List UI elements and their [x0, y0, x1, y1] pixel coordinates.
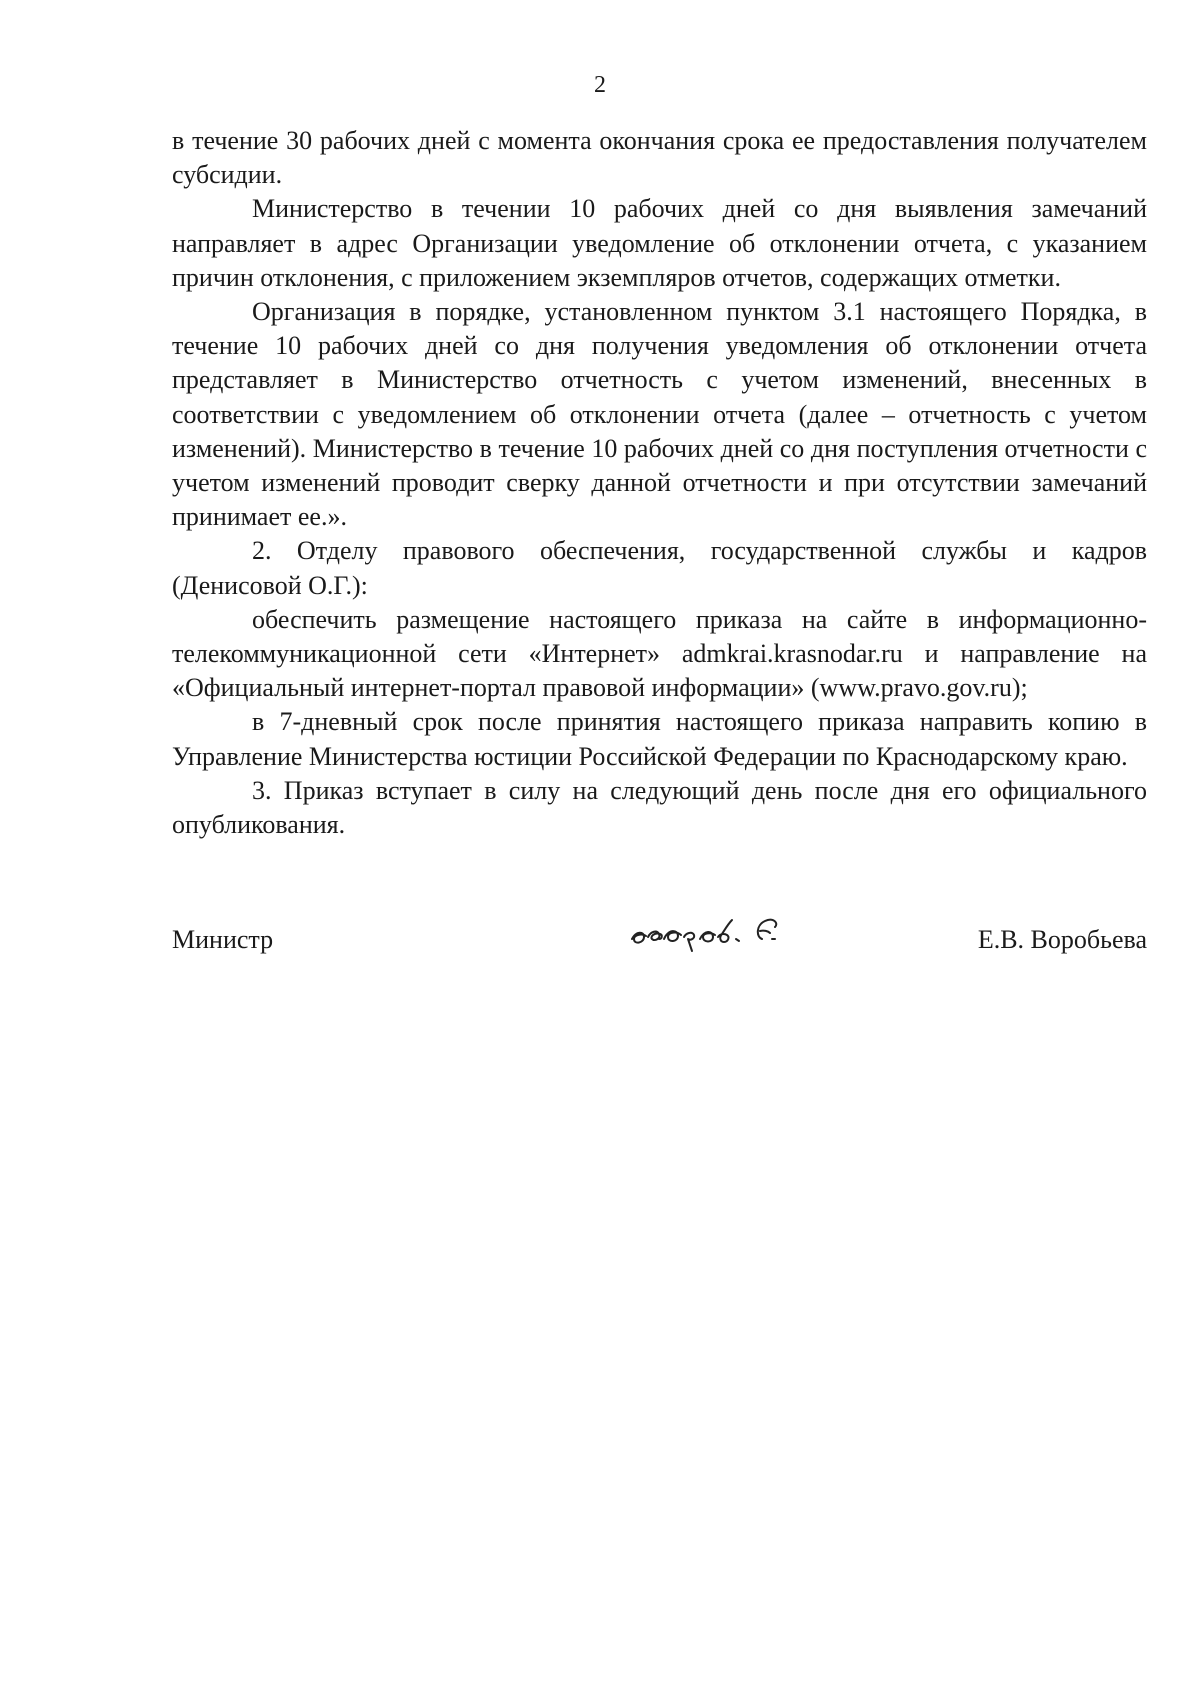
paragraph-item-2-publication: обеспечить размещение настоящего приказа на сайте в информационно-телекоммуникационной сети «Интернет» admkrai.krasnodar.ru и направление на «Официальный интернет-портал правовой информации» (www.pravo.gov.ru); [172, 604, 1147, 703]
paragraph-item-3: 3. Приказ вступает в силу на следующий день после дня его официального опубликования. [172, 775, 1147, 840]
paragraph-continuation: в течение 30 рабочих дней с момента окончания срока ее предоставления получателем субсидии. [172, 126, 1147, 190]
handwritten-signature [622, 901, 872, 961]
paragraph-ministry-notice: Министерство в течении 10 рабочих дней со дня выявления замечаний направляет в адрес Организации уведомление об отклонении отчета, с указанием причин отклонения, с приложением экземпляров отчетов, содержащих отметки. [172, 194, 1147, 292]
document-body [172, 124, 1147, 842]
paragraph-organization-resubmit: Организация в порядке, установленном пунктом 3.1 настоящего Порядка, в течение 10 рабочих дней со дня получения уведомления об отклонении отчета представляет в Министерство отчетность с учетом изменений, внесенных в соответствии с уведомлением об отклонении отчета (далее – отчетность с учетом изменений). Министерство в течение 10 рабочих дней со дня поступления отчетности с учетом изменений проводит сверку данной отчетности и при отсутствии замечаний принимает ее.». [172, 297, 1147, 532]
signature-block [172, 915, 1147, 975]
signatory-name: Е.В. Воробьева [977, 925, 1147, 954]
paragraph-item-2: 2. Отделу правового обеспечения, государственной службы и кадров (Денисовой О.Г.): [172, 536, 1147, 600]
paragraph-item-2-justice-copy: в 7-дневный срок после принятия настоящего приказа направить копию в Управление Министерства юстиции Российской Федерации по Краснодарскому краю. [172, 707, 1147, 771]
signatory-title: Министр [172, 925, 274, 954]
page-number: 2 [594, 72, 606, 98]
